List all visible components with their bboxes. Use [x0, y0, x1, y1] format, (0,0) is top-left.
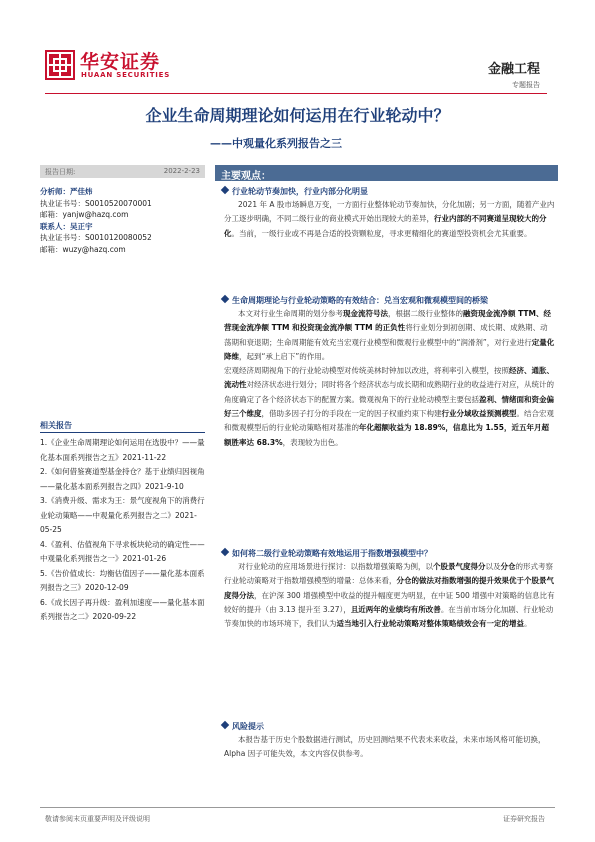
diamond-bullet-icon: [221, 295, 229, 303]
contact-name: 联系人：吴正宇: [40, 221, 93, 231]
viewpoint-heading: 生命周期理论与行业轮动策略的有效结合：兑当宏观和微观模型间的桥梁: [222, 295, 555, 307]
related-report-item[interactable]: 1.《企业生命周期理论如何运用在选股中？——量化基本面系列报告之五》2021-11-22: [40, 438, 205, 462]
footer-divider: [40, 807, 555, 808]
viewpoint-heading: 如何将二级行业轮动策略有效地运用于指数增强模型中？: [222, 548, 555, 560]
diamond-bullet-icon: [221, 186, 229, 194]
related-report-item[interactable]: 5.《告价值成长：均衡估值因子——量化基本面系列报告之三》2020-12-09: [40, 568, 205, 592]
analyst-name: 分析师：严佳炜: [40, 187, 93, 196]
report-date-bar: [40, 165, 205, 178]
contact-email[interactable]: 邮箱：wuzy@hazq.com: [40, 244, 126, 254]
related-report-item[interactable]: 2.《如何借鉴赛道型基金持仓？基于业绩归因视角——量化基本面系列报告之四》2021-9-10: [40, 467, 205, 491]
company-name-en: HUAAN SECURITIES: [81, 71, 171, 79]
analyst-email[interactable]: 邮箱：yanjw@hazq.com: [40, 210, 129, 219]
viewpoint-body: 本报告基于历史个股数据进行测试，历史回测结果不代表未来收益，未来市场风格可能切换，Alpha 因子可能失效，本文内容仅供参考。: [224, 735, 546, 759]
viewpoint-body: 2021 年 A 股市场瞬息万变，一方面行业整体轮动节奏加快，分化加剧；另一方面，随着产业内分工逐步明确，不同二级行业的商业模式开始出现较大的差异，行业内部的不同赛道呈现较大的分化。当前，一级行业或不再是合适的投资颗粒度，寻求更精细化的赛道型投资机会尤其重要。: [224, 200, 555, 238]
viewpoint-heading: 风险提示: [222, 721, 555, 733]
analyst-cert: 执业证书号：S0010520070001: [40, 198, 152, 208]
company-name-cn: 华安证券: [80, 51, 161, 73]
viewpoint-body: 对行业轮动的应用场景进行探讨：以指数增强策略为例，以个股景气度得分以及分仓的形式考察行业轮动策略对于指数增强模型的增量：总体来看，分仓的做法对指数增强的提升效果优于个股景气度得分法，在沪深 300 增强模型中收益的提升幅度更为明显，在中证 500 增强中对策略的信息比有较好的提升（由 3.13 提升至 3.27），且近两年的业绩均有所改善。在当前市场分化加剧、行业轮动节奏加快的市场环境下，我们认为适当地引入行业轮动策略对整体策略绩效会有一定的增益。: [224, 562, 555, 629]
main-viewpoints-header: 主要观点：: [215, 165, 558, 181]
report-date-label: 报告日期:: [45, 168, 76, 176]
related-report-item[interactable]: 6.《成长因子再升级：盈利加速度——量化基本面系列报告之二》2020-09-22: [40, 597, 205, 621]
related-reports-list: [40, 436, 205, 625]
contact-cert: 执业证书号：S0010120080052: [40, 233, 152, 242]
viewpoint-section-3: [222, 548, 555, 631]
related-reports-title: 相关报告: [40, 421, 72, 430]
report-subtitle: ——中观量化系列报告之三: [210, 137, 342, 150]
report-category: 金融工程: [487, 62, 540, 77]
report-title: 企业生命周期理论如何运用在行业轮动中？: [145, 106, 450, 125]
report-type: 专题报告: [512, 81, 540, 89]
diamond-bullet-icon: [221, 548, 229, 556]
header-divider: [45, 93, 547, 94]
footer-report-type: 证券研究报告: [503, 815, 545, 823]
viewpoint-section-1: [222, 186, 555, 241]
viewpoint-section-4: [222, 721, 555, 762]
viewpoint-section-2: [222, 295, 555, 450]
author-info: [40, 186, 205, 255]
diamond-bullet-icon: [221, 721, 229, 729]
related-report-item[interactable]: 3.《消费升级、需求为王：景气度视角下的消费行业轮动策略——中观量化系列报告之二》2021-05-25: [40, 496, 205, 534]
report-date-value: 2022-2-23: [163, 167, 200, 175]
footer-disclaimer[interactable]: 敬请参阅末页重要声明及评级说明: [45, 815, 150, 823]
related-report-item[interactable]: 4.《盈利、估值视角下寻求板块轮动的确定性——中观量化系列报告之一》2021-01-26: [40, 539, 205, 563]
viewpoint-body: 本文对行业生命周期的划分参考现金流符号法，根据二级行业整体的融资现金流净额 TTM、经营现金流净额 TTM 和投资现金流净额 TTM 的正负性将行业划分到初创期、成长期、成熟期、动荡期和衰退期；生命周期能有效充当宏观行业模型和微观行业模型中的“润滑剂”，对行业进行定量化降维，起到“承上启下”的作用。 宏观经济周期视角下的行业轮动模型对传统美林时钟加以改进，将利率引入模型，按照经济、通胀、流动性对经济状态进行划分；同时将各个经济状态与成长期和成熟期行业的收益进行对应，从统计的角度确定了各个经济状态下的配置方案。微观视角下的行业轮动模型主要包括盈利、情绪面和资金偏好三个维度，借助多因子打分的手段在一定的因子权重约束下构建行业分域收益预测模型。结合宏观和微观模型后的行业轮动策略相对基准的年化超额收益为 18.89%，信息比为 1.55，近五年月超额胜率达 68.3%，表现较为出色。: [224, 309, 555, 447]
company-logo-icon: [45, 50, 75, 80]
related-reports-divider: [40, 432, 205, 433]
viewpoint-heading: 行业轮动节奏加快，行业内部分化明显: [222, 186, 555, 198]
